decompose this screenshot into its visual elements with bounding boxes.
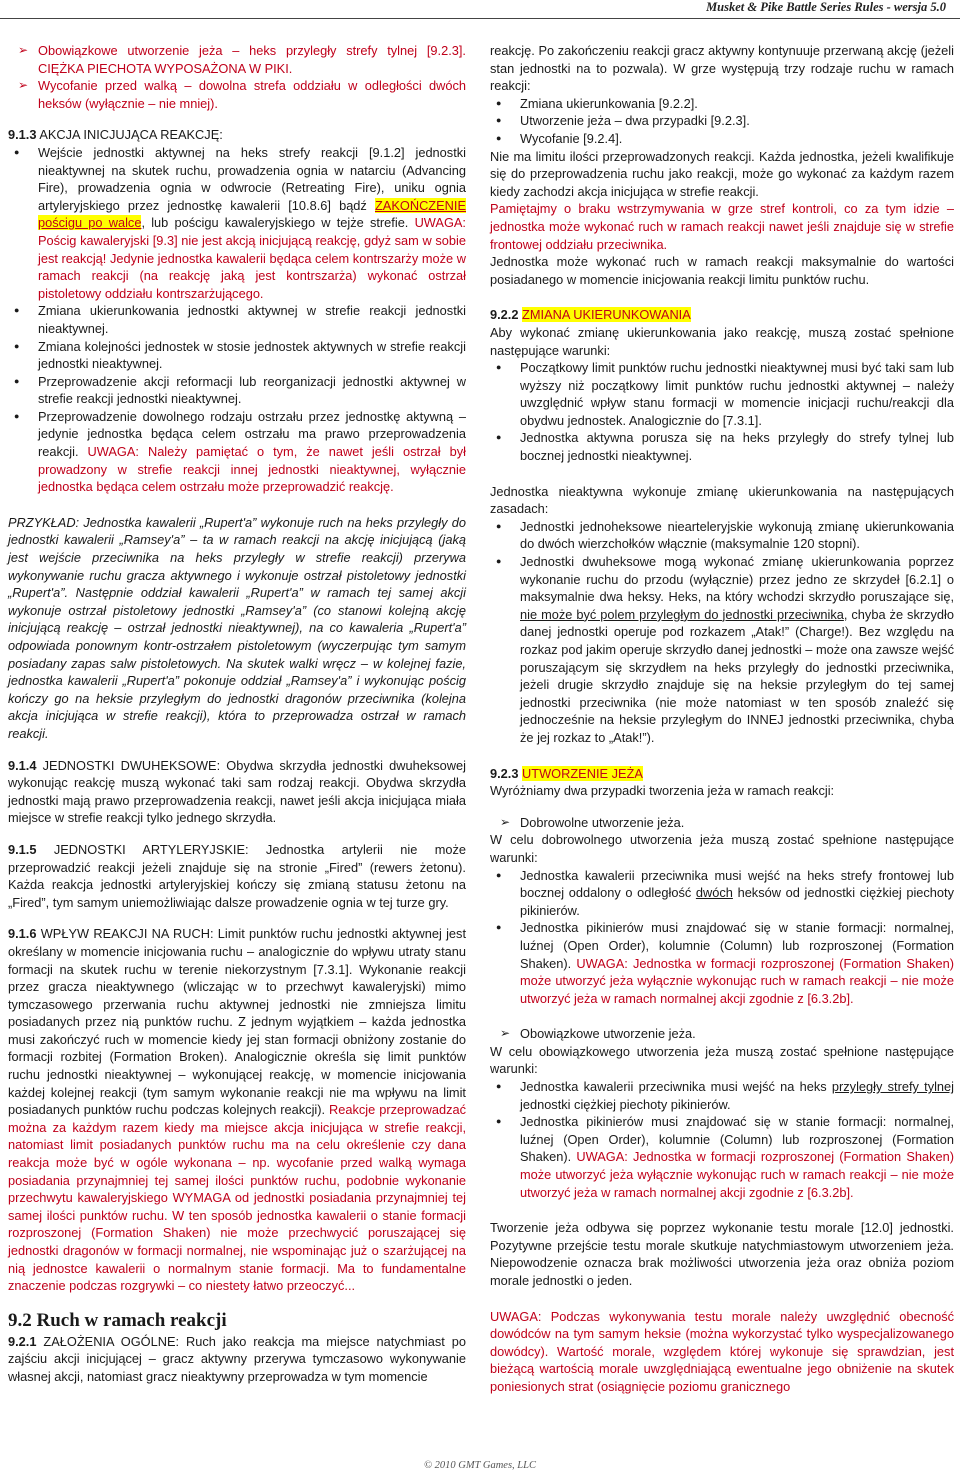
running-header: Musket & Pike Battle Series Rules - wersja 5.0 xyxy=(706,0,946,14)
list-item: ● Początkowy limit punktów ruchu jednostki nieaktywnej musi być taki sam lub wyższy niż początkowy limit punktów ruchu jednostki aktywnej – należy uwzględnić wpływ stanu formacji w momencie inicjacji ruchu/reakcji dla obydwu jednostek. Analogicznie do [7.3.1]. xyxy=(496,360,954,428)
list-item: ● Utworzenie jeża – dwa przypadki [9.2.3]. xyxy=(496,113,750,129)
list-item: ● Jednostki jednoheksowe niearteleryjskie wykonują zmianę ukierunkowania do dwóch wierzchołków włącznie (maksymalnie 120 stopni). xyxy=(496,518,954,552)
arrow-bullet-icon: ➢ xyxy=(18,43,29,57)
list-item: ● Wycofanie [9.2.4]. xyxy=(496,130,623,146)
dot-bullet-icon: ● xyxy=(496,1081,502,1092)
list-item: ● Wejście jednostki aktywnej na heks strefy reakcji [9.1.2] jednostki nieaktywnej na skutek ruchu, prowadzenia ognia w natarciu (Advancing Fire), prowadzenia ognia w odwrocie (Retreating Fire), uniku ognia artyleryjskiego przez jednostkę kawalerii [10.8.6] bądź ZAKOŃCZENIE pościgu po walce, lub pościgu kawaleryjskiego w tejże strefie. UWAGA: Pościg kawaleryjski [9.3] nie jest akcją inicjującą reakcję, gdyż sam w sobie jest reakcją! Jedynie jednostka kawalerii będąca celem kontrszarży może w ramach reakcji (na reakcję jaką jest kontrszarża) wykonać ostrzał pistoletowy oddziału kontrszarżującego. xyxy=(14,144,466,301)
list-item: ● Zmiana ukierunkowania [9.2.2]. xyxy=(496,95,698,111)
section-9-2-1: 9.2.1 ZAŁOŻENIA OGÓLNE: Ruch jako reakcja ma miejsce natychmiast po zajściu akcji inicjującej – gracz aktywny przerywa tymczasowo wykonywanie własnej akcji, natomiast gracz nieaktywny przeprowadza w tym momencie xyxy=(8,1333,466,1384)
paragraph: Aby wykonać zmianę ukierunkowania jako reakcję, muszą zostać spełnione następujące warunki: xyxy=(490,324,954,358)
section-9-1-5: 9.1.5 JEDNOSTKI ARTYLERYJSKIE: Jednostka artylerii nie może przeprowadzić reakcji jeżeli znajduje się na stronie „Fired” (rewers żetonu). Każda reakcja jednostki artyleryjskiej kończy się zmianą statusu żetonu na „Fired”, tym samym uniemożliwiając dalsze prowadzenie ognia w tej turze gry. xyxy=(8,841,466,910)
arrow-item: ➢ Obowiązkowe utworzenie jeża – heks przyległy strefy tylnej [9.2.3]. CIĘŻKA PIECHOTA WYPOSAŻONA W PIKI. xyxy=(18,43,466,76)
dot-bullet-icon: ● xyxy=(14,410,20,421)
paragraph: Wyróżniamy dwa przypadki tworzenia jeża w ramach reakcji: xyxy=(490,783,835,799)
dot-bullet-icon: ● xyxy=(14,375,20,386)
paragraph: W celu dobrowolnego utworzenia jeża muszą zostać spełnione następujące warunki: xyxy=(490,832,954,865)
right-column xyxy=(490,42,954,1396)
dot-bullet-icon: ● xyxy=(496,1116,502,1127)
dot-bullet-icon: ● xyxy=(14,146,20,157)
arrow-item: ➢ Dobrowolne utworzenie jeża. xyxy=(500,814,685,830)
dot-bullet-icon: ● xyxy=(14,305,20,316)
page-footer: © 2010 GMT Games, LLC xyxy=(424,1460,536,1471)
example-paragraph: PRZYKŁAD: Jednostka kawalerii „Rupert'a” wykonuje ruch na heks przyległy do jednostki kawalerii „Ramsey'a” – ta w ramach reakcji na akcję inicjującą (jaką jest wejście przeciwnika na heks przyległy w strefie reakcji) przerywa wykonywanie ruchu gracza aktywnego i wykonuje ostrzał pistoletowy jednostki „Rupert'a”. Następnie oddział kawalerii „Rupert'a” w ramach tej samej akcji wykonuje ostrzał pistoletowy jednostki „Ramsey'a” (co stanowi kolejną akcję inicjującą reakcję – ostrzał jednostki nieaktywnej), na co kawaleria „Rupert'a” odpowiada ponownym kontr-ostrzałem pistoletowym (wyczerpując tym samym posiadany zapas salw pistoletowych. Na skutek walki wręcz – w kolejnej fazie, jednostka kawalerii „Rupert'a” pokonuje oddział „Ramsey'a” i wykonując pościg kończy go na heksie przyległym do jednostki dragonów przeciwnika (kolejna akcja inicjująca w strefie reakcji), która to przeprowadza ostrzał w ramach reakcji. xyxy=(8,514,466,741)
section-9-2-heading: 9.2 Ruch w ramach reakcji xyxy=(8,1309,227,1331)
paragraph: Nie ma limitu ilości przeprowadzonych reakcji. Każda jednostka, jeżeli kwalifikuje się do przeprowadzenia ruchu jako reakcji, może go wykonać za każdym razem kiedy zachodzi akcja inicjująca w strefie reakcji. xyxy=(490,148,954,199)
dot-bullet-icon: ● xyxy=(496,132,502,143)
dot-bullet-icon: ● xyxy=(496,362,502,373)
arrow-item: ➢ Obowiązkowe utworzenie jeża. xyxy=(500,1026,696,1042)
list-item: ● Zmiana ukierunkowania jednostki aktywnej w strefie reakcji jednostki nieaktywnej. xyxy=(14,303,466,336)
paragraph: reakcję. Po zakończeniu reakcji gracz aktywny kontynuuje przerwaną akcję (jeżeli stan jednostki na to pozwala). W grze występują trzy rodzaje ruchu w ramach reakcji: xyxy=(490,43,954,94)
list-item: ● Jednostka pikinierów musi znajdować się w stanie formacji: normalnej, luźnej (Open Order), kolumnie (Column) lub rozproszonej (Formation Shaken). UWAGA: Jednostka w formacji rozproszonej (Formation Shaken) może utworzyć jeża wyłącznie wykonując ruch w ramach reakcji – nie może utworzyć jeża w ramach normalnej akcji zgodnie z [6.3.2b]. xyxy=(496,1114,954,1200)
list-item: ● Jednostki dwuheksowe mogą wykonać zmianę ukierunkowania poprzez wykonanie ruchu do przodu (wyłącznie) przez jedno ze skrzydeł [6.2.1] o maksymalnie dwa heksy. Heks, na który wchodzi skrzydło poruszające się, nie może być polem przyległym do jednostki przeciwnika, chyba że skrzydło danej jednostki operuje pod rozkazem „Atak!” (Charge!). Bez względu na rozkaz pod jakim operuje skrzydło danej jednostki – może ona zawsze wejść poruszającym się skrzydłem na heks przyległy do jednostki przeciwnika, jeżeli drugie skrzydło znajduje się na heksie przyległym do tej samej jednostki przeciwnika (nie może natomiast w ten sposób znaleźć się jednocześnie na heksie przyległym do INNEJ jednostki przeciwnika, chyba że jej rozkaz to „Atak!”). xyxy=(496,554,954,745)
dot-bullet-icon: ● xyxy=(496,520,502,531)
arrow-bullet-icon: ➢ xyxy=(500,814,511,829)
dot-bullet-icon: ● xyxy=(496,922,502,933)
section-9-2-3-heading: 9.2.3 UTWORZENIE JEŻA xyxy=(490,765,643,781)
header-rule xyxy=(0,18,960,19)
arrow-bullet-icon: ➢ xyxy=(500,1026,511,1041)
list-item: ● Jednostka pikinierów musi znajdować się w stanie formacji: normalnej, luźnej (Open Order), kolumnie (Column) lub rozproszonej (Formation Shaken). UWAGA: Jednostka w formacji rozproszonej (Formation Shaken) może utworzyć jeża wyłącznie wykonując ruch w ramach reakcji – nie może utworzyć jeża w ramach normalnej akcji zgodnie z [6.3.2b]. xyxy=(496,920,954,1006)
warning-paragraph: Pamiętajmy o braku wstrzymywania w grze stref kontroli, co za tym idzie – jednostka może wykonać ruch w ramach reakcji nawet jeśli znajduje się w strefie frontowej oddziału przeciwnika. xyxy=(490,201,954,252)
list-item: ● Przeprowadzenie dowolnego rodzaju ostrzału przez jednostkę aktywną – jedynie jednostka będąca celem ostrzału ma prawo przeprowadzenia reakcji. UWAGA: Należy pamiętać o tym, że nawet jeśli ostrzał był prowadzony w strefie reakcji innej jednostki nieaktywnej, wyłącznie jednostka będąca celem ostrzału może przeprowadzić reakcję. xyxy=(14,408,466,495)
section-9-1-3-heading: 9.1.3 AKCJA INICJUJĄCA REAKCJĘ: xyxy=(8,127,223,143)
dot-bullet-icon: ● xyxy=(496,115,502,126)
list-item: ● Zmiana kolejności jednostek w stosie jednostek aktywnych w strefie reakcji jednostki nieaktywnej. xyxy=(14,338,466,372)
arrow-bullet-icon: ➢ xyxy=(18,78,29,93)
left-column xyxy=(8,42,466,1386)
list-item: ● Jednostka kawalerii przeciwnika musi wejść na heks strefy frontowej lub bocznej oddalony o odległość dwóch heksów od jednostki ciężkiej piechoty pikinierów. xyxy=(496,867,954,918)
arrow-item: ➢ Wycofanie przed walką – dowolna strefa oddziału w odległości dwóch heksów (wyłącznie – nie mniej). xyxy=(18,78,466,111)
dot-bullet-icon: ● xyxy=(496,869,502,880)
section-9-1-6: 9.1.6 WPŁYW REAKCJI NA RUCH: Limit punktów ruchu jednostki aktywnej jest określany w momencie inicjowania ruchu – analogicznie do wpływu utraty stanu formacji na skutek ruchu w terenie niekorzystnym [7.3.1]. Wykonanie reakcji przez gracza nieaktywnego (wliczając w to przechwyt kawaleryjski) mimo tymczasowego przerwania ruchu aktywnej jednostki nie zmniejsza limitu posiadanych przez nią punktów ruchu. Z jednym wyjątkiem – każda jednostka musi zakończyć ruch w momencie kiedy jej stan formacji obniżony zostanie do formacji rozbitej (Formation Broken). Analogicznie określa się limit punktów ruchu jednostki nieaktywnej – wykonującej reakcję, w momencie inicjowania każdej kolejnej reakcji (tym samym wykonanie reakcji nie ma wpływu na limit posiadanych punktów ruchu podczas kolejnych reakcji). Reakcje przeprowadzać można za każdym razem kiedy ma miejsce akcja inicjująca w strefie reakcji, natomiast limit posiadanych punktów ruchu ma na celu określenie czy dana reakcja może być w ogóle wykonana – np. wycofanie przed walką wymaga posiadania przynajmniej tej samej ilości punktów ruchu, podobnie wykonanie przechwytu kawaleryjskiego WYMAGA od jednostki posiadania przynajmniej tej samej ilości punktów ruchu. W ten sposób jednostka kawalerii o stanie formacji rozproszonej (Formation Shaken) nie może przechwycić poruszającej się jednostki dragonów w formacji normalnej, nie wspominając już o szarżującej na nią jednostce kawalerii o normalnym stanie formacji. Ma to fundamentalne znaczenie podczas rozgrywki – co niestety łatwo przeoczyć... xyxy=(8,926,466,1294)
section-9-1-4: 9.1.4 JEDNOSTKI DWUHEKSOWE: Obydwa skrzydła jednostki dwuheksowej wykonując reakcję muszą wykonać taki sam rodzaj reakcji. Obydwa skrzydła jednostki mają prawo przeprowadzenia reakcji, nawet jeśli akcja inicjująca miała miejsce w strefie reakcji tylko jednego skrzydła. xyxy=(8,757,466,826)
section-9-2-2-heading: 9.2.2 ZMIANA UKIERUNKOWANIA xyxy=(490,307,691,323)
list-item: ● Jednostka aktywna porusza się na heks przyległy do strefy tylnej lub bocznej jednostki nieaktywnej. xyxy=(496,430,954,464)
paragraph: W celu obowiązkowego utworzenia jeża muszą zostać spełnione następujące warunki: xyxy=(490,1043,954,1077)
list-item: ● Jednostka kawalerii przeciwnika musi wejść na heks przyległy strefy tylnej jednostki ciężkiej piechoty pikinierów. xyxy=(496,1079,955,1112)
paragraph: Jednostka może wykonać ruch w ramach reakcji maksymalnie do wartości posiadanego w momencie inicjowania reakcji limitu punktów ruchu. xyxy=(490,254,954,287)
warning-paragraph: UWAGA: Podczas wykonywania testu morale należy uwzględnić obecność dowódców na tym samym heksie (można wykorzystać tylko wyspecjalizowanego dowódcy). Wartość morale, względem której wykonuje się sprawdzian, jest bieżącą wartością morale uwzględniającą ewentualne jego obniżenie na skutek poniesionych strat (osiągnięcie poziomu granicznego xyxy=(490,1308,954,1394)
paragraph: Tworzenie jeża odbywa się poprzez wykonanie testu morale [12.0] jednostki. Pozytywne przejście testu morale skutkuje natychmiastowym utworzeniem jeża. Niepowodzenie oznacza brak możliwości utworzenia jeża oraz obniża poziom morale jednostki o jeden. xyxy=(490,1220,954,1288)
dot-bullet-icon: ● xyxy=(14,340,20,351)
highlighted-text: ZAKOŃCZENIE pościgu po walce xyxy=(38,197,466,231)
dot-bullet-icon: ● xyxy=(496,97,502,108)
list-item: ● Przeprowadzenie akcji reformacji lub reorganizacji jednostki aktywnej w strefie reakcji jednostki nieaktywnej. xyxy=(14,373,466,407)
dot-bullet-icon: ● xyxy=(496,432,502,443)
paragraph: Jednostka nieaktywna wykonuje zmianę ukierunkowania na następujących zasadach: xyxy=(490,483,954,517)
dot-bullet-icon: ● xyxy=(496,556,502,567)
